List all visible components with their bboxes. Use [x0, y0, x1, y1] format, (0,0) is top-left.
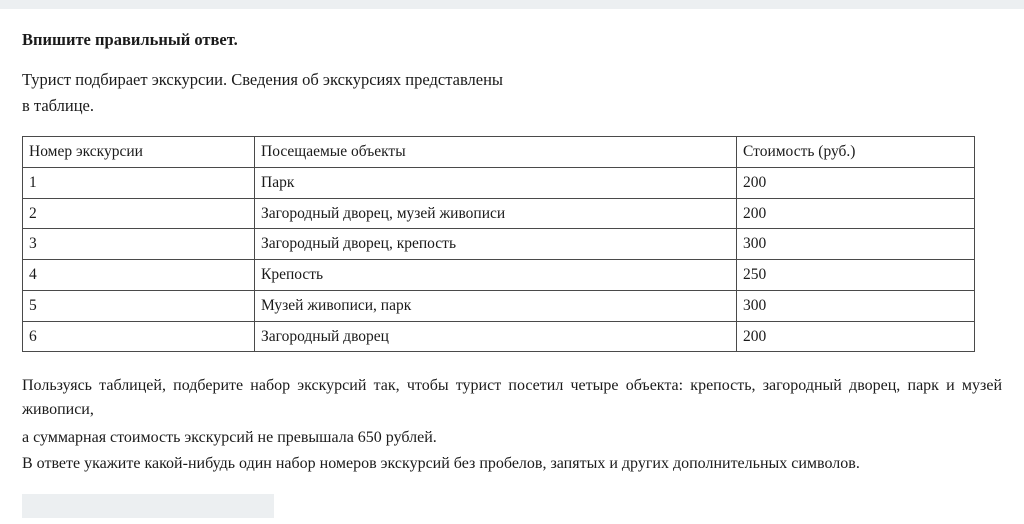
cell-objects: Крепость — [255, 260, 737, 291]
task-intro-line-1: Турист подбирает экскурсии. Сведения об экскурсиях представлены — [22, 70, 503, 90]
table-row — [23, 198, 975, 229]
cell-cost: 200 — [737, 321, 975, 352]
cell-objects: Загородный дворец — [255, 321, 737, 352]
cell-objects: Музей живописи, парк — [255, 290, 737, 321]
task-intro-line-2: в таблице. — [22, 95, 94, 115]
instruction-paragraph-1: Пользуясь таблицей, подберите набор экскурсий так, чтобы турист посетил четыре объекта: крепость, загородный дворец, парк и музей живописи, — [22, 377, 1002, 419]
cell-cost: 300 — [737, 290, 975, 321]
instruction-paragraph-2: а суммарная стоимость экскурсий не превышала 650 рублей. — [22, 429, 437, 447]
table-row — [23, 260, 975, 291]
table-row — [23, 168, 975, 199]
document-content — [0, 9, 1024, 518]
task-intro — [22, 67, 662, 118]
instruction-paragraph-3: В ответе укажите какой-нибудь один набор номеров экскурсий без пробелов, запятых и других дополнительных символов. — [22, 455, 860, 473]
column-header-number: Номер экскурсии — [23, 137, 255, 168]
table-row — [23, 290, 975, 321]
cell-objects: Загородный дворец, крепость — [255, 229, 737, 260]
cell-cost: 200 — [737, 198, 975, 229]
cell-cost: 300 — [737, 229, 975, 260]
cell-number: 2 — [23, 198, 255, 229]
table-header-row — [23, 137, 975, 168]
cell-objects: Загородный дворец, музей живописи — [255, 198, 737, 229]
cell-number: 5 — [23, 290, 255, 321]
cell-number: 6 — [23, 321, 255, 352]
cell-cost: 250 — [737, 260, 975, 291]
top-strip — [0, 0, 1024, 9]
cell-cost: 200 — [737, 168, 975, 199]
cell-objects: Парк — [255, 168, 737, 199]
table-row — [23, 229, 975, 260]
answer-input[interactable] — [22, 494, 274, 518]
column-header-cost: Стоимость (руб.) — [737, 137, 975, 168]
excursions-table — [22, 136, 975, 352]
cell-number: 4 — [23, 260, 255, 291]
column-header-objects: Посещаемые объекты — [255, 137, 737, 168]
cell-number: 3 — [23, 229, 255, 260]
cell-number: 1 — [23, 168, 255, 199]
table-row — [23, 321, 975, 352]
task-heading: Впишите правильный ответ. — [22, 30, 238, 49]
